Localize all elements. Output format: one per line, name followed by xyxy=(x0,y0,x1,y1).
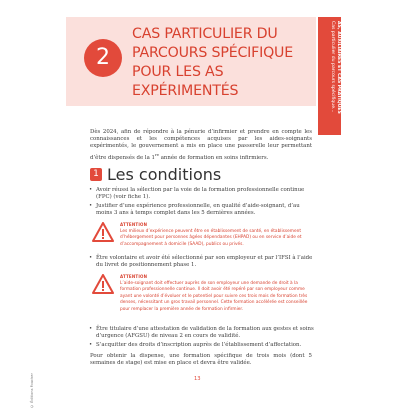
list-item-text: S’acquitter des droits d’inscription auprès de l’établissement d’affectation. xyxy=(96,342,302,348)
warning-triangle-icon xyxy=(92,274,114,294)
list-item-text: Être titulaire d’une attestation de validation de la formation aux gestes et soins d’urgence (AFGSU) de niveau 2 en cours de validité. xyxy=(96,326,314,340)
bullet-icon: • xyxy=(89,326,93,332)
list-item-text: Être volontaire et avoir été sélectionné par son employeur et par l’IFSI à l’aide du livret de positionnement phase 1. xyxy=(96,255,313,269)
intro-text-after: année de formation en soins infirmiers. xyxy=(159,154,269,161)
bullet-icon: • xyxy=(89,342,93,348)
list-item xyxy=(89,255,314,269)
attention-text: Les milieux d’expérience peuvent être en établissement de santé, en établissement d’hébergement pour personnes âgées dépendantes (EHPAD) ou en service d’aide et d’accompagnement à domicile (SAAD), publics ou privés. xyxy=(120,228,302,247)
list-item xyxy=(89,203,314,217)
intro-text-before: Dès 2024, afin de répondre à la pénurie d’infirmier et prendre en compte les connaissances et les compétences acquises par les aides-soignants expérimentés, le gouvernement a mis en place une passerelle leur permettant d’être dispensés de la 1 xyxy=(90,129,312,161)
intro-superscript: re xyxy=(154,151,159,157)
copyright-note: © Éditions Foucher xyxy=(30,373,34,408)
section-number-badge: 1 xyxy=(90,168,102,181)
attention-title: ATTENTION xyxy=(120,274,148,279)
list-item xyxy=(89,342,314,349)
side-tab-line1: AS, AUXILIAIRES ET CAS PRATIQUES xyxy=(336,21,341,114)
intro-paragraph xyxy=(90,129,312,162)
bullet-icon: • xyxy=(89,255,93,261)
list-item-text: Avoir réussi la sélection par la voie de la formation professionnelle continue (FPC) (voir fiche 1). xyxy=(96,187,305,201)
side-tab xyxy=(318,17,341,135)
section-title: Les conditions xyxy=(107,165,222,184)
attention-title: ATTENTION xyxy=(120,222,148,227)
attention-text: L’aide-soignant doit effectuer auprès de son employeur une demande de droit à la formation professionnelle continue. Il doit avoir été repéré par son employeur comme ayant une volonté d’évoluer et le potentiel pour suivre ces trois mois de formation très denses, nécessitant un gros travail personnel. Cette formation accélérée est conseillée pour remplacer la première année de formation infirmier. xyxy=(120,280,308,312)
chapter-title: CAS PARTICULIER DU PARCOURS SPÉCIFIQUE POUR LES AS EXPÉRIMENTÉS xyxy=(132,26,294,99)
bullet-icon: • xyxy=(89,203,93,209)
attention-text-block xyxy=(120,222,318,248)
bullet-icon: • xyxy=(89,187,93,193)
side-tab-line2: Cas particulier du parcours spécifique... xyxy=(330,21,335,113)
warning-triangle-icon xyxy=(92,222,114,242)
list-item-text: Justifier d’une expérience professionnelle, en qualité d’aide-soignant, d’au moins 3 ans à temps complet dans les 5 dernières années. xyxy=(96,203,300,217)
list-item xyxy=(89,187,314,201)
side-tab-text xyxy=(329,21,341,131)
page-number: 13 xyxy=(194,376,201,382)
chapter-number-badge: 2 xyxy=(84,39,122,77)
outro-paragraph: Pour obtenir la dispense, une formation spécifique de trois mois (dont 5 semaines de stage) est mise en place et devra être validée. xyxy=(90,353,312,367)
attention-text-block xyxy=(120,274,318,313)
list-item xyxy=(89,326,314,340)
chapter-header xyxy=(66,17,316,106)
